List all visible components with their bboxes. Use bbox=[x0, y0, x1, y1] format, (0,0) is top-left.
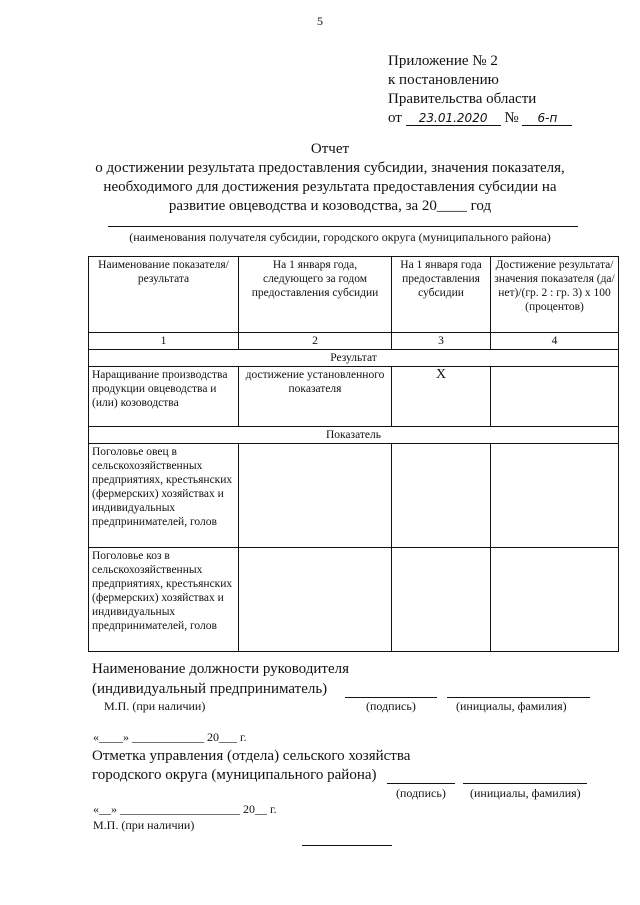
appendix-line3: Правительства области bbox=[388, 91, 537, 107]
col-number-3: 3 bbox=[392, 333, 491, 350]
sig1-initials-line bbox=[447, 697, 590, 698]
recipient-caption: (наименования получателя субсидии, городского округа (муниципального района) bbox=[129, 230, 551, 244]
indicator-cell bbox=[392, 548, 491, 652]
result-row bbox=[89, 367, 619, 427]
section-indicator-row bbox=[89, 427, 619, 444]
indicator-row bbox=[89, 548, 619, 652]
sig1-line2: (индивидуальный предприниматель) bbox=[92, 681, 328, 697]
appendix-block bbox=[388, 52, 572, 128]
header-col3: На 1 января года предоставления субсидии bbox=[392, 257, 491, 333]
title-line4: развитие овцеводства и козоводства, за 20____ год bbox=[168, 198, 492, 214]
col-number-2: 2 bbox=[239, 333, 392, 350]
report-table bbox=[88, 256, 619, 652]
sig1-mp: М.П. (при наличии) bbox=[104, 699, 206, 713]
appendix-number: 6-п bbox=[522, 111, 572, 126]
title-line2: о достижении результата предоставления субсидии, значения показателя, bbox=[95, 160, 565, 176]
recipient-line bbox=[108, 226, 578, 227]
sig2-initials-caption: (инициалы, фамилия) bbox=[470, 786, 581, 800]
title-line1: Отчет bbox=[310, 141, 350, 157]
indicator-cell bbox=[491, 548, 619, 652]
sig2-mp: М.П. (при наличии) bbox=[93, 818, 195, 832]
header-col4: Достижение результата/значения показателя (да/нет)/(гр. 2 : гр. 3) х 100 (процентов) bbox=[491, 257, 619, 333]
sig2-signature-line bbox=[387, 783, 455, 784]
indicator-row bbox=[89, 444, 619, 548]
sig2-initials-line bbox=[463, 783, 587, 784]
sig2-sign-caption: (подпись) bbox=[396, 786, 446, 800]
section-indicator: Показатель bbox=[89, 427, 619, 444]
sig1-date-line: «____» ____________ 20___ г. bbox=[93, 730, 247, 744]
indicator-cell bbox=[491, 444, 619, 548]
result-col2: достижение установленного показателя bbox=[239, 367, 392, 427]
appendix-date: 23.01.2020 bbox=[406, 111, 501, 126]
appendix-from-label: от bbox=[388, 110, 402, 126]
section-result-row bbox=[89, 350, 619, 367]
header-row bbox=[89, 257, 619, 333]
footer-line bbox=[302, 845, 392, 846]
sig2-line2: городского округа (муниципального района) bbox=[92, 767, 377, 783]
section-result: Результат bbox=[89, 350, 619, 367]
indicator-cell bbox=[392, 444, 491, 548]
col-number-1: 1 bbox=[89, 333, 239, 350]
sig2-line1: Отметка управления (отдела) сельского хозяйства bbox=[92, 748, 411, 764]
indicator-name: Поголовье овец в сельскохозяйственных предприятиях, крестьянских (фермерских) хозяйствах и индивидуальных предпринимателей, голов bbox=[89, 444, 239, 548]
appendix-num-label: № bbox=[504, 110, 519, 126]
appendix-line2: к постановлению bbox=[388, 72, 499, 88]
result-col4 bbox=[491, 367, 619, 427]
indicator-name: Поголовье коз в сельскохозяйственных предприятиях, крестьянских (фермерских) хозяйствах и индивидуальных предпринимателей, голов bbox=[89, 548, 239, 652]
sig1-signature-line bbox=[345, 697, 437, 698]
report-title bbox=[90, 140, 570, 216]
sig1-initials-caption: (инициалы, фамилия) bbox=[456, 699, 567, 713]
indicator-cell bbox=[239, 444, 392, 548]
indicator-cell bbox=[239, 548, 392, 652]
appendix-line1: Приложение № 2 bbox=[388, 53, 498, 69]
appendix-date-row bbox=[388, 109, 572, 128]
header-col1: Наименование показателя/результата bbox=[89, 257, 239, 333]
sig1-sign-caption: (подпись) bbox=[366, 699, 416, 713]
sig1-line1: Наименование должности руководителя bbox=[92, 661, 350, 677]
sig2-date-line: «__» ____________________ 20__ г. bbox=[93, 802, 277, 816]
result-name: Наращивание производства продукции овцеводства и (или) козоводства bbox=[89, 367, 239, 427]
col-number-4: 4 bbox=[491, 333, 619, 350]
header-col2: На 1 января года, следующего за годом предоставления субсидии bbox=[239, 257, 392, 333]
col-number-row bbox=[89, 333, 619, 350]
result-col3: Х bbox=[392, 367, 491, 427]
title-line3: необходимого для достижения результата предоставления субсидии на bbox=[103, 179, 557, 195]
page-number: 5 bbox=[317, 14, 323, 28]
